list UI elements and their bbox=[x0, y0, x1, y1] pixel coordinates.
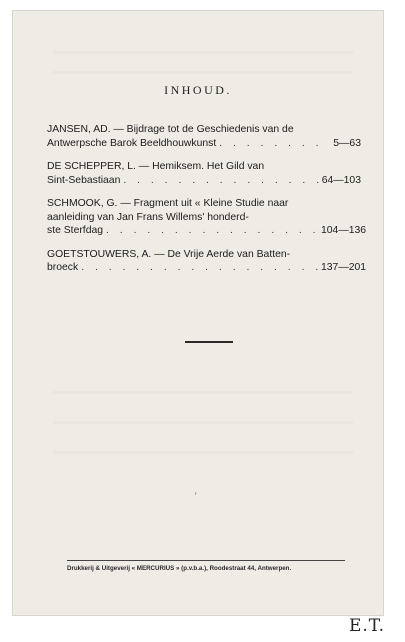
page-title: INHOUD. bbox=[164, 83, 232, 97]
entry-line: Sint-Sebastiaan bbox=[47, 174, 121, 186]
dot-leader bbox=[123, 174, 321, 188]
entry-line: JANSEN, AD. — Bijdrage tot de Geschiedenis van de bbox=[47, 124, 294, 135]
toc-entry bbox=[47, 248, 367, 275]
printer-imprint: Drukkerij & Uitgeverij « MERCURIUS » (p.v.b.a.), Roodestraat 44, Antwerpen. bbox=[67, 565, 292, 572]
entry-pages: 64—103 bbox=[321, 174, 361, 186]
bleed-through bbox=[53, 51, 353, 54]
section-divider bbox=[185, 341, 233, 343]
dot-leader bbox=[106, 224, 321, 238]
book-page bbox=[12, 10, 384, 616]
dot-leader bbox=[81, 261, 321, 275]
table-of-contents bbox=[47, 123, 367, 285]
entry-pages: 5—63 bbox=[333, 137, 361, 149]
bleed-through bbox=[53, 71, 353, 74]
toc-entry bbox=[47, 197, 367, 238]
entry-line: GOETSTOUWERS, A. — De Vrije Aerde van Batten- bbox=[47, 248, 291, 260]
entry-line: ste Sterfdag bbox=[47, 225, 104, 236]
bleed-through bbox=[53, 421, 353, 424]
dot-leader bbox=[219, 137, 321, 151]
toc-entry bbox=[47, 123, 361, 150]
entry-line: DE SCHEPPER, L. — Hemiksem. Het Gild van bbox=[47, 161, 265, 172]
entry-line: aanleiding van Jan Frans Willems' honderd- bbox=[47, 211, 249, 223]
footer-divider bbox=[67, 560, 345, 561]
entry-pages: 137—201 bbox=[321, 262, 367, 273]
toc-entry bbox=[47, 160, 361, 187]
bleed-through bbox=[53, 391, 353, 394]
entry-line: SCHMOOK, G. — Fragment uit « Kleine Studie naar bbox=[47, 198, 289, 209]
watermark: E.T. bbox=[348, 616, 385, 636]
entry-line: broeck bbox=[47, 262, 79, 273]
entry-pages: 104—136 bbox=[321, 225, 367, 236]
stray-mark: ' bbox=[195, 491, 197, 501]
entry-line: Antwerpsche Barok Beeldhouwkunst bbox=[47, 137, 217, 149]
bleed-through bbox=[53, 451, 353, 454]
